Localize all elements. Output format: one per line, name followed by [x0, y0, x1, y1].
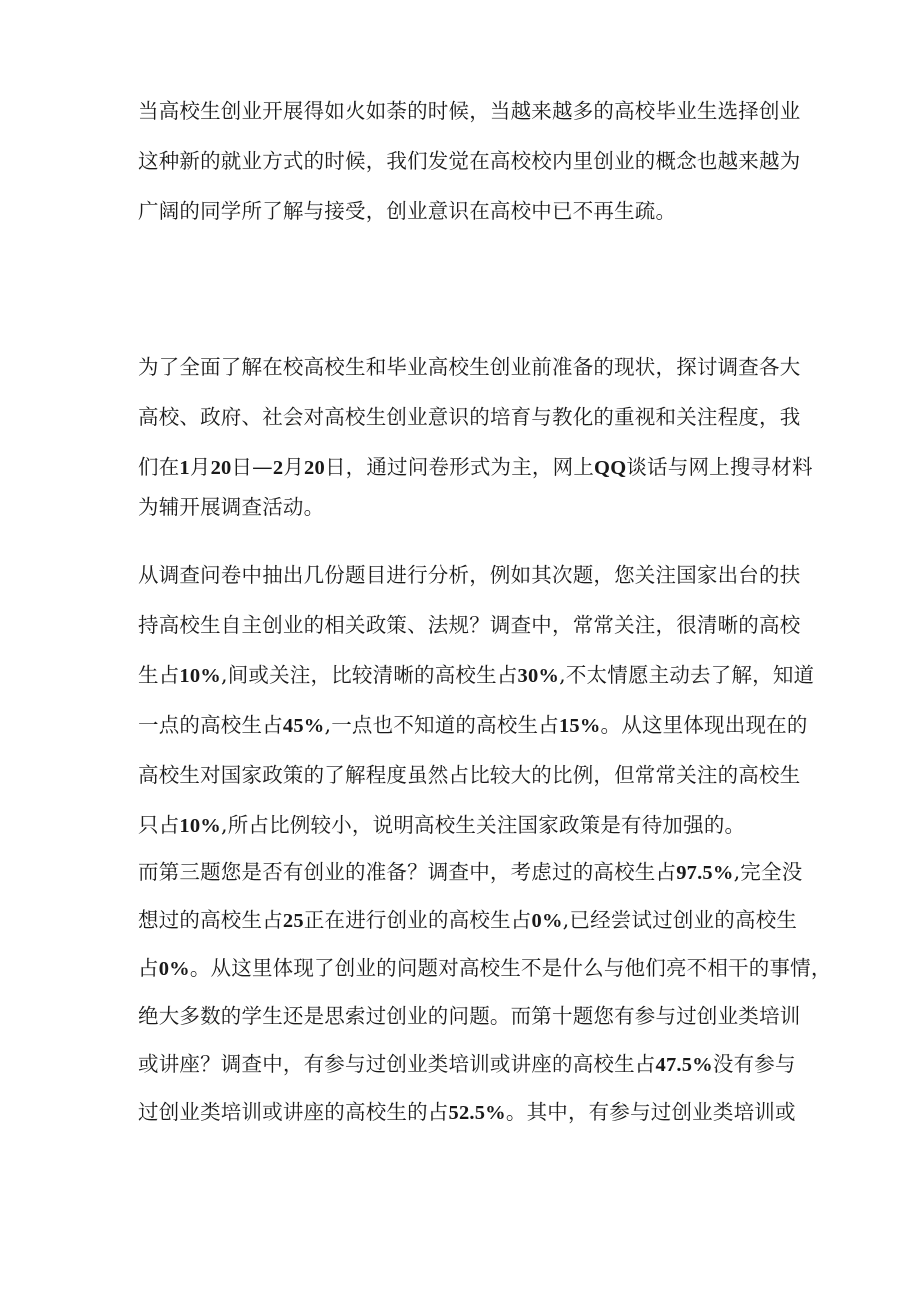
bold-number: 47.5% — [655, 1054, 713, 1076]
text-line: 为辅开展调查活动。 — [138, 495, 325, 519]
bold-number: 0% — [531, 910, 563, 932]
text-line: 广阔的同学所了解与接受，创业意识在高校中已不再生疏。 — [138, 199, 677, 223]
bold-number: 0% — [158, 958, 190, 980]
bold-number: 10% — [179, 815, 222, 837]
text-line: 当高校生创业开展得如火如荼的时候，当越来越多的高校毕业生选择创业 — [138, 99, 801, 123]
text-line: 生占10%,间或关注，比较清晰的高校生占30%,不太情愿主动去了解，知道 — [138, 663, 815, 687]
text-line: 占0%。从这里体现了创业的问题对高校生不是什么与他们亮不相干的事情， — [138, 956, 832, 980]
text-line: 高校、政府、社会对高校生创业意识的培育与教化的重视和关注程度，我 — [138, 405, 801, 429]
text-line: 想过的高校生占25正在进行创业的高校生占0%,已经尝试过创业的高校生 — [138, 908, 798, 932]
text-line: 高校生对国家政策的了解程度虽然占比较大的比例，但常常关注的高校生 — [138, 763, 801, 787]
bold-number: 20 — [210, 457, 232, 479]
bold-number: 15% — [558, 715, 601, 737]
bold-number: QQ — [594, 457, 627, 479]
bold-number: 25 — [282, 910, 304, 932]
bold-number: 2 — [272, 457, 284, 479]
bold-number: 10% — [179, 665, 222, 687]
text-line: 绝大多数的学生还是思索过创业的问题。而第十题您有参与过创业类培训 — [138, 1004, 801, 1028]
text-line: 为了全面了解在校高校生和毕业高校生创业前准备的现状，探讨调查各大 — [138, 355, 801, 379]
text-line: 或讲座？调查中，有参与过创业类培训或讲座的高校生占47.5%没有参与 — [138, 1052, 796, 1076]
bold-number: 1 — [179, 457, 190, 479]
text-line: 这种新的就业方式的时候，我们发觉在高校校内里创业的概念也越来越为 — [138, 149, 801, 173]
bold-number: 45% — [282, 715, 325, 737]
bold-number: 52.5% — [448, 1102, 506, 1124]
text-line: 持高校生自主创业的相关政策、法规？调查中，常常关注，很清晰的高校 — [138, 613, 801, 637]
text-line: 一点的高校生占45%,一点也不知道的高校生占15%。从这里体现出现在的 — [138, 713, 808, 737]
text-line: 从调查问卷中抽出几份题目进行分析，例如其次题，您关注国家出台的扶 — [138, 563, 801, 587]
bold-number: 20 — [304, 457, 325, 479]
bold-number: 30% — [517, 665, 560, 687]
text-line: 过创业类培训或讲座的高校生的占52.5%。其中，有参与过创业类培训或 — [138, 1100, 796, 1124]
bold-number: 97.5% — [676, 862, 734, 884]
text-line: 们在1月20日—2月20日，通过问卷形式为主，网上QQ谈话与网上搜寻材料 — [138, 455, 813, 479]
text-line: 而第三题您是否有创业的准备？调查中，考虑过的高校生占97.5%,完全没 — [138, 860, 803, 884]
text-line: 只占10%,所占比例较小，说明高校生关注国家政策是有待加强的。 — [138, 813, 746, 837]
